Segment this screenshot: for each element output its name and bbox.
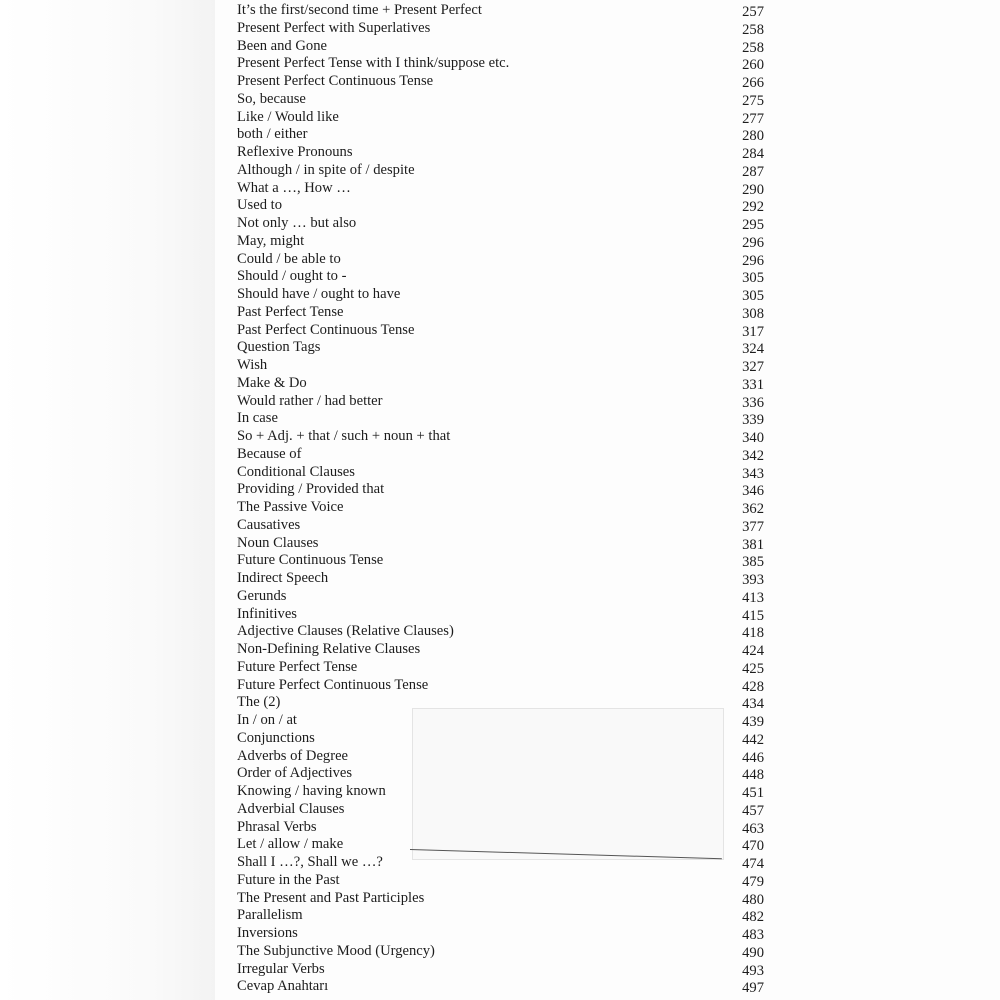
toc-entry-title: Past Perfect Tense xyxy=(237,303,344,320)
toc-entry-page-number: 305 xyxy=(742,270,764,287)
toc-entry xyxy=(234,552,764,570)
toc-entry-title: May, might xyxy=(237,232,305,249)
toc-entry-page-number: 381 xyxy=(742,536,764,553)
toc-entry-page-number: 339 xyxy=(742,412,764,429)
toc-entry-page-number: 290 xyxy=(742,181,764,198)
toc-entry-page-number: 346 xyxy=(742,483,764,500)
toc-entry-page-number: 457 xyxy=(742,802,764,819)
toc-entry-page-number: 324 xyxy=(742,341,764,358)
toc-entry-page-number: 258 xyxy=(742,21,764,38)
toc-entry-page-number: 342 xyxy=(742,447,764,464)
toc-entry xyxy=(234,907,764,925)
toc-entry-page-number: 446 xyxy=(742,749,764,766)
toc-entry-title: Causatives xyxy=(237,516,301,533)
toc-entry xyxy=(234,961,764,979)
toc-entry-page-number: 434 xyxy=(742,696,764,713)
toc-entry-page-number: 343 xyxy=(742,465,764,482)
toc-entry-title: Because of xyxy=(237,445,302,462)
toc-entry xyxy=(234,428,764,446)
toc-entry xyxy=(234,712,764,730)
toc-entry-page-number: 470 xyxy=(742,838,764,855)
toc-entry-page-number: 327 xyxy=(742,359,764,375)
toc-entry-page-number: 463 xyxy=(742,820,764,837)
toc-entry-page-number: 483 xyxy=(742,927,764,943)
toc-entry-page-number: 340 xyxy=(742,430,764,446)
toc-entry-page-number: 258 xyxy=(742,39,764,56)
toc-entry-page-number: 479 xyxy=(742,873,764,890)
toc-entry-title: Conjunctions xyxy=(237,729,315,746)
toc-entry-page-number: 451 xyxy=(742,785,764,801)
toc-entry xyxy=(234,197,764,215)
toc-entry-page-number: 295 xyxy=(742,217,764,233)
toc-entry-page-number: 490 xyxy=(742,944,764,961)
toc-entry xyxy=(234,765,764,783)
toc-entry-title: Future Continuous Tense xyxy=(237,552,384,569)
toc-entry-page-number: 308 xyxy=(742,305,764,322)
toc-entry-title: Indirect Speech xyxy=(237,570,329,586)
toc-entry xyxy=(234,659,764,677)
toc-entry xyxy=(234,517,764,535)
toc-entry xyxy=(234,535,764,553)
toc-entry xyxy=(234,570,764,588)
toc-entry-page-number: 305 xyxy=(742,288,764,304)
toc-entry-title: Gerunds xyxy=(237,587,287,604)
toc-entry-title: Inversions xyxy=(237,925,298,941)
toc-entry-title: Reflexive Pronouns xyxy=(237,144,353,160)
toc-entry xyxy=(234,481,764,499)
toc-entry xyxy=(234,322,764,340)
toc-entry-title: Shall I …?, Shall we …? xyxy=(237,854,383,870)
toc-entry-page-number: 480 xyxy=(742,891,764,908)
toc-entry-page-number: 336 xyxy=(742,394,764,411)
toc-entry-page-number: 415 xyxy=(742,607,764,624)
toc-entry-title: The (2) xyxy=(237,694,281,711)
toc-entry-title: Adverbs of Degree xyxy=(237,747,349,764)
toc-entry-page-number: 266 xyxy=(742,75,764,91)
toc-entry xyxy=(234,925,764,943)
toc-entry-page-number: 280 xyxy=(742,128,764,145)
toc-entry-page-number: 284 xyxy=(742,146,764,162)
toc-entry-title: both / either xyxy=(237,126,308,143)
toc-entry xyxy=(234,251,764,269)
toc-entry-title: Adjective Clauses (Relative Clauses) xyxy=(237,623,454,640)
toc-entry-title: Let / allow / make xyxy=(237,836,344,853)
toc-entry-title: Conditional Clauses xyxy=(237,463,355,480)
toc-entry-title: Present Perfect Tense with I think/suppose etc. xyxy=(237,55,510,72)
toc-entry-title: Make & Do xyxy=(237,374,307,391)
toc-entry-title: Used to xyxy=(237,197,282,214)
toc-entry-title: Knowing / having known xyxy=(237,783,386,799)
toc-entry xyxy=(234,943,764,961)
toc-entry xyxy=(234,836,764,854)
toc-entry-page-number: 275 xyxy=(742,92,764,109)
toc-entry xyxy=(234,126,764,144)
toc-entry-title: Order of Adjectives xyxy=(237,765,353,782)
toc-entry-title: Adverbial Clauses xyxy=(237,800,345,817)
toc-entry xyxy=(234,819,764,837)
toc-entry-title: The Present and Past Participles xyxy=(237,889,425,906)
toc-entry-page-number: 377 xyxy=(742,518,764,535)
toc-entry-title: Cevap Anahtarı xyxy=(237,978,329,995)
toc-entry-page-number: 277 xyxy=(742,110,764,127)
toc-entry xyxy=(234,286,764,304)
toc-entry xyxy=(234,464,764,482)
toc-entry xyxy=(234,694,764,712)
toc-entry-title: Phrasal Verbs xyxy=(237,818,317,835)
toc-entry xyxy=(234,357,764,375)
toc-entry xyxy=(234,641,764,659)
toc-entry xyxy=(234,588,764,606)
toc-entry-page-number: 425 xyxy=(742,660,764,677)
toc-entry-page-number: 439 xyxy=(742,714,764,730)
toc-entry xyxy=(234,872,764,890)
toc-entry xyxy=(234,446,764,464)
toc-entry-page-number: 331 xyxy=(742,376,764,393)
toc-entry-title: Should have / ought to have xyxy=(237,286,401,302)
toc-entry-title: Question Tags xyxy=(237,339,321,356)
toc-entry xyxy=(234,730,764,748)
toc-entry-title: It’s the first/second time + Present Perfect xyxy=(237,2,482,18)
table-of-contents xyxy=(234,2,764,996)
toc-entry-page-number: 413 xyxy=(742,589,764,606)
toc-entry-page-number: 385 xyxy=(742,554,764,571)
toc-entry-title: So + Adj. + that / such + noun + that xyxy=(237,428,451,444)
toc-entry-title: Wish xyxy=(237,357,268,373)
toc-entry-title: Present Perfect Continuous Tense xyxy=(237,73,434,89)
toc-entry-title: Future Perfect Tense xyxy=(237,658,358,675)
toc-entry-title: The Subjunctive Mood (Urgency) xyxy=(237,942,435,959)
toc-entry-title: Like / Would like xyxy=(237,108,339,125)
toc-entry xyxy=(234,393,764,411)
toc-entry-page-number: 424 xyxy=(742,643,764,659)
toc-entry xyxy=(234,410,764,428)
toc-entry-page-number: 257 xyxy=(742,4,764,20)
toc-entry-page-number: 418 xyxy=(742,625,764,642)
toc-entry xyxy=(234,748,764,766)
toc-entry xyxy=(234,499,764,517)
toc-entry-page-number: 497 xyxy=(742,980,764,997)
toc-entry-title: Providing / Provided that xyxy=(237,481,385,498)
toc-entry-title: Would rather / had better xyxy=(237,392,383,409)
toc-entry xyxy=(234,109,764,127)
toc-entry-page-number: 442 xyxy=(742,731,764,748)
toc-entry-page-number: 317 xyxy=(742,323,764,340)
toc-entry xyxy=(234,623,764,641)
toc-entry xyxy=(234,20,764,38)
toc-entry xyxy=(234,162,764,180)
toc-entry-page-number: 287 xyxy=(742,163,764,180)
toc-entry xyxy=(234,339,764,357)
toc-entry-page-number: 362 xyxy=(742,501,764,517)
toc-entry xyxy=(234,73,764,91)
toc-entry-title: Noun Clauses xyxy=(237,534,319,551)
toc-entry-title: Should / ought to - xyxy=(237,268,347,285)
toc-entry-title: Irregular Verbs xyxy=(237,960,325,977)
toc-entry-title: In / on / at xyxy=(237,712,297,728)
toc-entry-page-number: 296 xyxy=(742,252,764,269)
toc-entry xyxy=(234,144,764,162)
toc-entry xyxy=(234,38,764,56)
toc-entry xyxy=(234,304,764,322)
toc-entry-page-number: 428 xyxy=(742,678,764,695)
toc-entry-title: Parallelism xyxy=(237,907,303,924)
toc-entry-page-number: 260 xyxy=(742,57,764,74)
scan-shadow xyxy=(0,0,215,1000)
toc-entry-title: Been and Gone xyxy=(237,37,327,54)
toc-entry xyxy=(234,180,764,198)
toc-entry-title: Could / be able to xyxy=(237,250,341,267)
toc-entry xyxy=(234,2,764,20)
toc-entry-page-number: 448 xyxy=(742,767,764,784)
toc-entry-title: Not only … but also xyxy=(237,215,357,231)
toc-entry-page-number: 393 xyxy=(742,572,764,588)
toc-entry-page-number: 296 xyxy=(742,234,764,251)
toc-entry-page-number: 482 xyxy=(742,909,764,926)
toc-entry xyxy=(234,233,764,251)
toc-entry-title: Non-Defining Relative Clauses xyxy=(237,641,421,657)
toc-entry-title: Future Perfect Continuous Tense xyxy=(237,676,429,693)
toc-entry-page-number: 493 xyxy=(742,962,764,979)
toc-entry xyxy=(234,91,764,109)
toc-entry-title: In case xyxy=(237,410,278,427)
toc-entry xyxy=(234,677,764,695)
toc-entry xyxy=(234,978,764,996)
toc-entry xyxy=(234,55,764,73)
toc-entry-title: Past Perfect Continuous Tense xyxy=(237,321,415,338)
toc-entry xyxy=(234,854,764,872)
toc-entry xyxy=(234,606,764,624)
toc-entry-title: Although / in spite of / despite xyxy=(237,161,415,178)
toc-entry xyxy=(234,268,764,286)
toc-entry-title: Present Perfect with Superlatives xyxy=(237,19,431,36)
toc-entry xyxy=(234,215,764,233)
toc-entry-page-number: 292 xyxy=(742,199,764,216)
toc-entry-page-number: 474 xyxy=(742,856,764,872)
toc-entry xyxy=(234,783,764,801)
toc-entry xyxy=(234,890,764,908)
toc-entry-title: Infinitives xyxy=(237,605,297,622)
toc-entry-title: So, because xyxy=(237,90,306,107)
toc-entry xyxy=(234,801,764,819)
toc-entry-title: Future in the Past xyxy=(237,871,340,888)
toc-entry xyxy=(234,375,764,393)
toc-entry-title: What a …, How … xyxy=(237,179,351,196)
toc-entry-title: The Passive Voice xyxy=(237,499,344,515)
